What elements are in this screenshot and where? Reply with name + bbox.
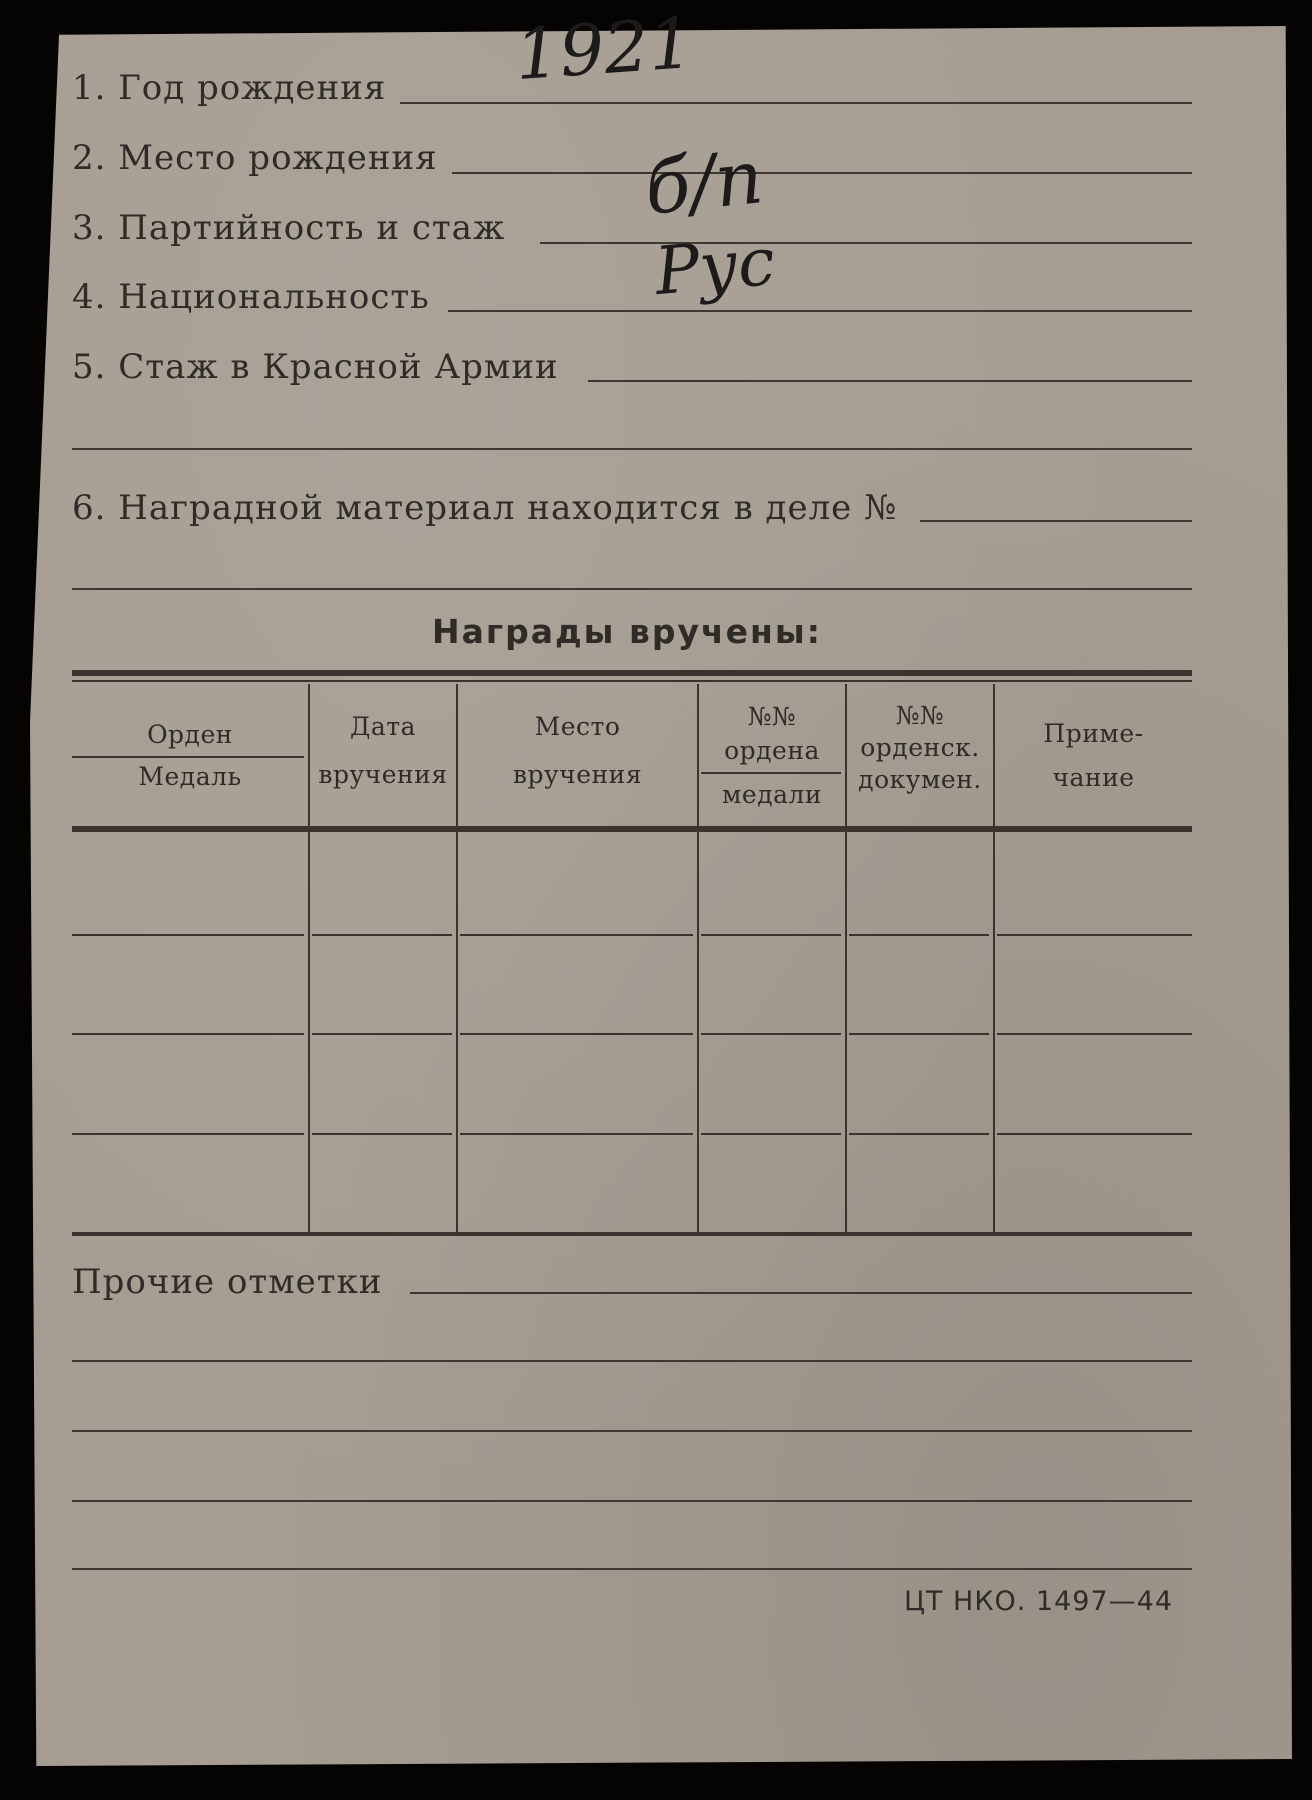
field-army-service-label: 5. Стаж в Красной Армии	[72, 347, 559, 387]
field-party-label: 3. Партийность и стаж	[72, 208, 506, 248]
table-row-divider	[72, 1033, 304, 1035]
print-code: ЦТ НКО. 1497—44	[904, 1586, 1173, 1617]
table-row-divider	[72, 1133, 304, 1135]
table-row-divider	[72, 934, 304, 936]
other-notes-line-5	[72, 1568, 1192, 1570]
table-row-divider	[701, 1133, 841, 1135]
award-material-line	[920, 520, 1192, 522]
table-top-border	[72, 670, 1192, 676]
field-birth-year-label: 1. Год рождения	[72, 68, 387, 108]
field-birthplace-line	[452, 172, 1192, 174]
field-nationality-line	[448, 310, 1192, 312]
field-birthplace-label: 2. Место рождения	[72, 138, 438, 178]
col-header-medal: Медаль	[138, 762, 242, 791]
table-row-divider	[460, 1133, 693, 1135]
col-header-order-doc-number: №№ орденск. докумен.	[858, 701, 982, 794]
table-row-divider	[460, 1033, 693, 1035]
table-row-divider	[997, 1033, 1192, 1035]
table-row-divider	[849, 934, 989, 936]
field-army-service-line-2	[72, 448, 1192, 450]
award-material-line-2	[72, 588, 1192, 590]
table-bottom-border	[72, 1232, 1192, 1236]
field-party-value[interactable]: б/п	[640, 134, 767, 232]
table-row-divider	[312, 934, 452, 936]
table-top-border-thin	[72, 680, 1192, 682]
col-header-medal-number: медали	[721, 780, 823, 809]
col-header-date: Дата	[350, 712, 416, 741]
field-nationality-value[interactable]: Рус	[651, 222, 778, 311]
col-header-note: Приме- чание	[1043, 719, 1144, 792]
field-birth-year-line	[400, 102, 1192, 104]
table-row-divider	[849, 1033, 989, 1035]
other-notes-line-4	[72, 1500, 1192, 1502]
col-header-order: Орден	[147, 720, 233, 749]
field-army-service-line	[588, 380, 1192, 382]
col-header-place-sub: вручения	[512, 760, 643, 789]
field-party-line	[540, 242, 1192, 244]
field-nationality-label: 4. Национальность	[72, 277, 430, 317]
col-header-date-sub: вручения	[318, 760, 448, 789]
awards-title: Награды вручены:	[432, 612, 822, 651]
other-notes-line	[410, 1292, 1192, 1294]
table-row-divider	[460, 934, 693, 936]
table-row-divider	[997, 934, 1192, 936]
col-header-order-number: №№ ордена	[724, 702, 820, 765]
col-header-place: Место	[534, 712, 621, 741]
table-row-divider	[701, 1033, 841, 1035]
table-header-bottom-border	[72, 826, 1192, 832]
award-material-label: 6. Наградной материал находится в деле №	[72, 488, 898, 528]
table-row-divider	[849, 1133, 989, 1135]
table-row-divider	[312, 1133, 452, 1135]
table-row-divider	[312, 1033, 452, 1035]
header-subdivider-col4	[701, 772, 841, 774]
field-birth-year-value[interactable]: 1921	[512, 1, 696, 97]
other-notes-line-3	[72, 1430, 1192, 1432]
other-notes-line-2	[72, 1360, 1192, 1362]
other-notes-label: Прочие отметки	[72, 1262, 383, 1302]
table-row-divider	[701, 934, 841, 936]
table-row-divider	[997, 1133, 1192, 1135]
